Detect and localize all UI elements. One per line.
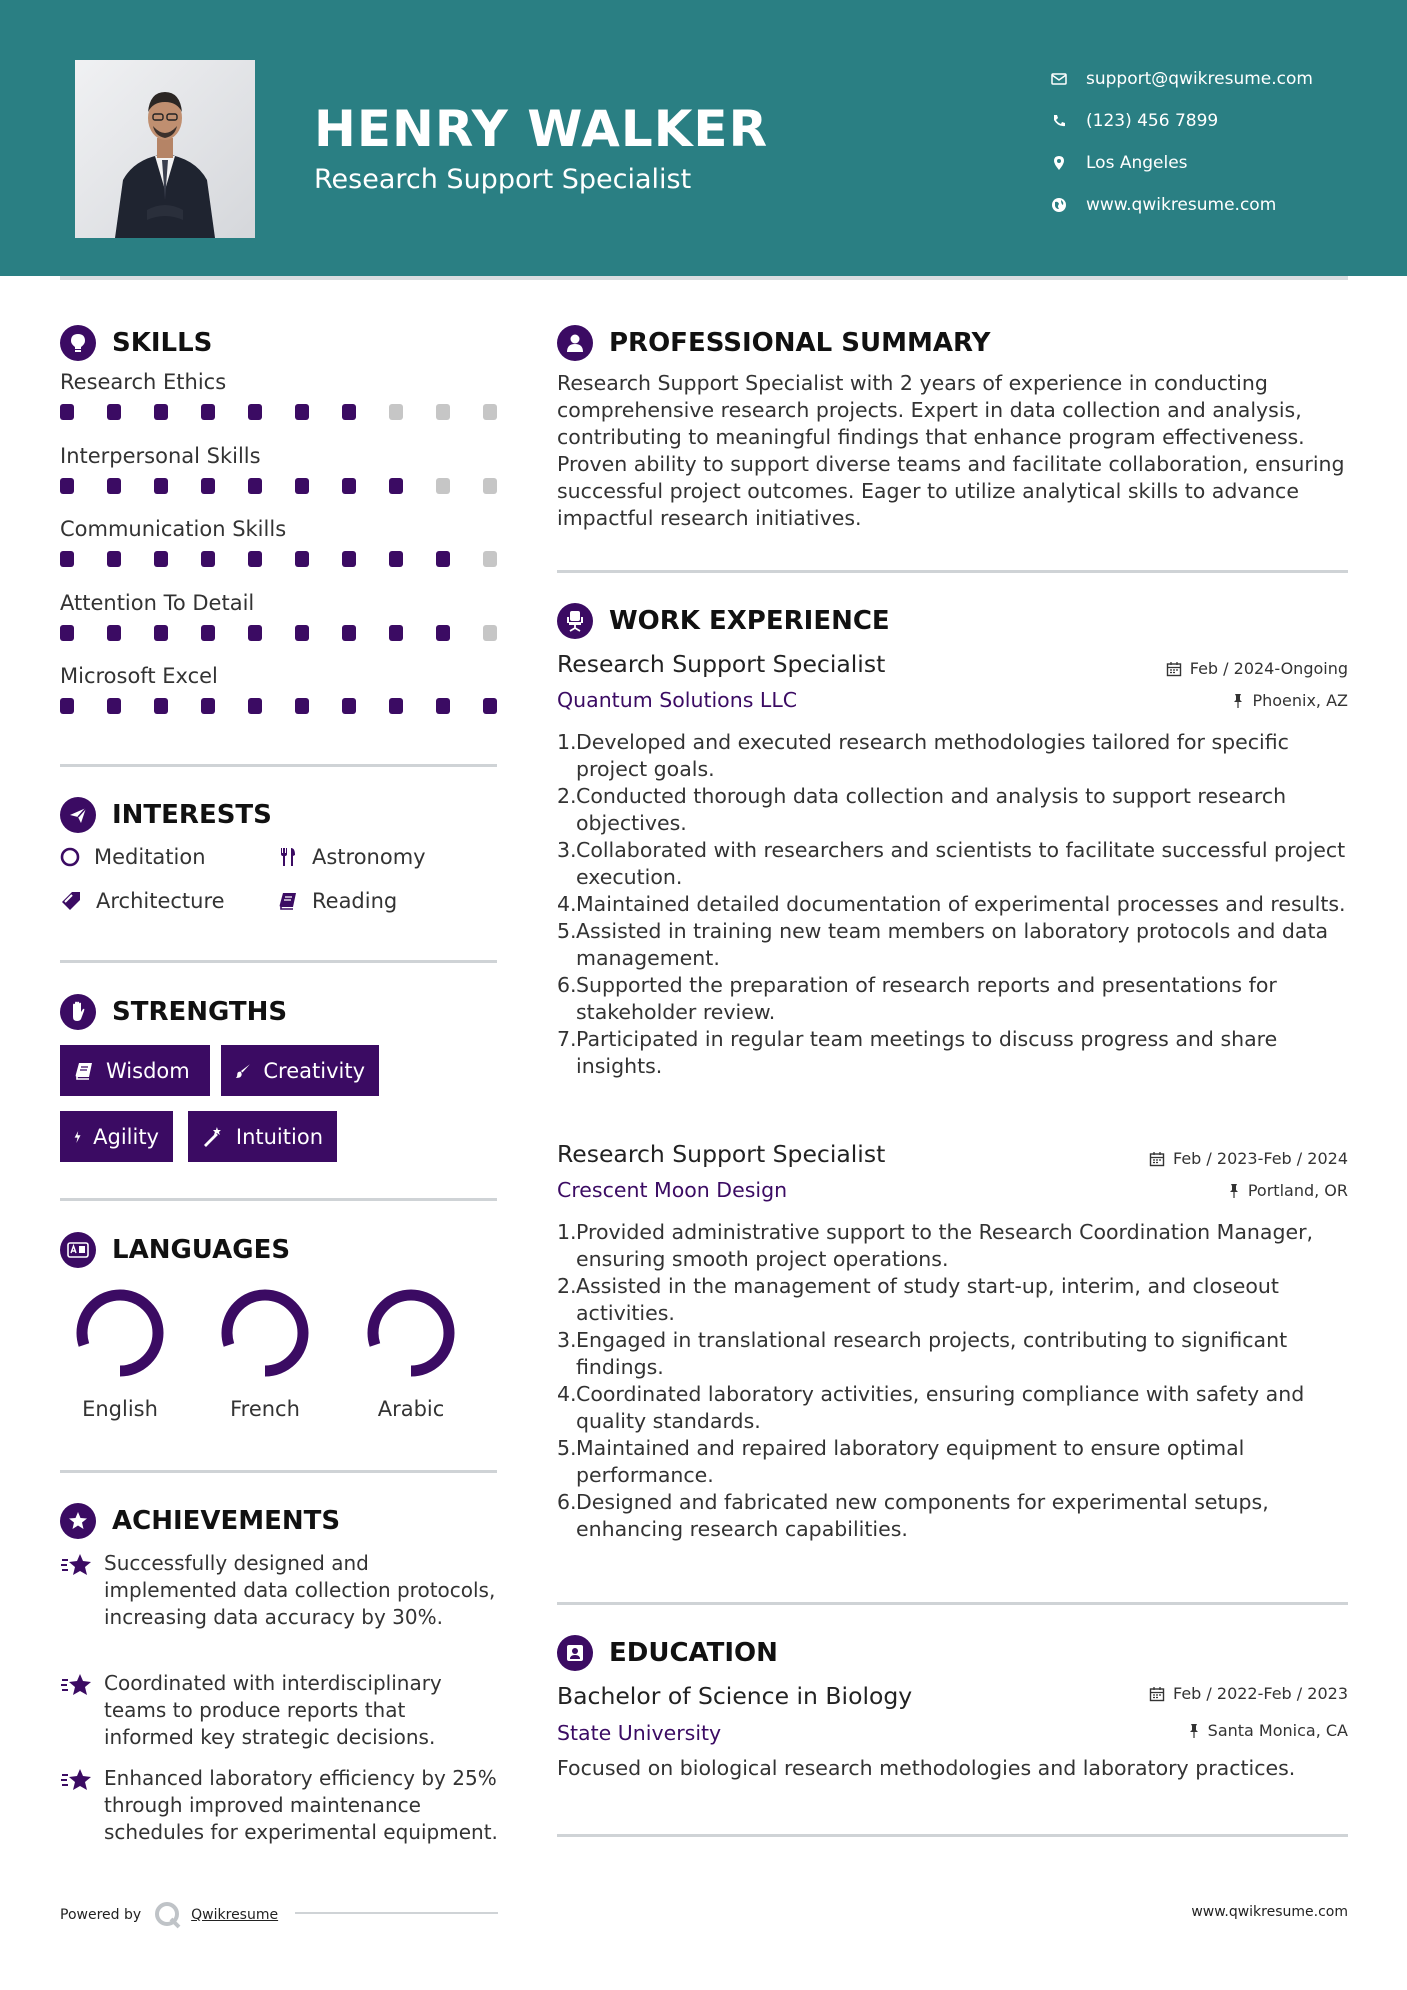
rating-dot-filled	[107, 478, 121, 494]
contact-list	[1050, 58, 1313, 226]
bullet-text: Collaborated with researchers and scientists to facilitate successful project execution.	[576, 838, 1346, 889]
skill-item	[60, 444, 500, 494]
section-divider	[557, 1602, 1348, 1605]
graduation-icon	[557, 1635, 593, 1671]
rating-dot-filled	[483, 698, 497, 714]
qwikresume-logo-icon	[153, 1900, 183, 1930]
education-school: State University	[557, 1721, 722, 1745]
rating-dot-filled	[107, 551, 121, 567]
skill-rating	[60, 698, 497, 714]
rating-dot-filled	[201, 551, 215, 567]
pushpin-icon	[1232, 693, 1244, 709]
education-date: Feb / 2022-Feb / 2023	[1149, 1684, 1348, 1703]
achievement-item: Successfully designed and implemented data collection protocols, increasing data accuracy by 30%.	[60, 1550, 500, 1631]
star-icon	[60, 1672, 94, 1698]
bullet-number: 1.	[557, 730, 577, 754]
bullet-text: Maintained detailed documentation of experimental processes and results.	[576, 892, 1346, 916]
map-pin-icon	[1050, 154, 1068, 172]
experience-heading: WORK EXPERIENCE	[557, 603, 890, 639]
user-icon	[557, 325, 593, 361]
skill-name: Interpersonal Skills	[60, 443, 261, 468]
calendar-icon	[1149, 1686, 1165, 1702]
bullet-number: 3.	[557, 838, 577, 862]
rating-dot-filled	[107, 698, 121, 714]
job-title: Research Support Specialist	[557, 1140, 886, 1168]
job-company: Quantum Solutions LLC	[557, 688, 798, 712]
powered-by: Powered by Qwikresume	[60, 1900, 278, 1930]
bullet-text: Conducted thorough data collection and analysis to support research objectives.	[576, 784, 1287, 835]
education-location: Santa Monica, CA	[1188, 1721, 1348, 1740]
job-bullets	[557, 729, 1347, 1080]
interest-meditation: Meditation	[60, 845, 206, 869]
bullet-number: 1.	[557, 1220, 577, 1244]
magic-wand-icon	[202, 1126, 224, 1148]
interest-architecture: Architecture	[60, 889, 225, 913]
paper-plane-icon	[60, 797, 96, 833]
pushpin-icon	[1188, 1723, 1200, 1739]
summary-heading: PROFESSIONAL SUMMARY	[557, 325, 990, 361]
language-name: French	[230, 1397, 300, 1421]
interest-astronomy: Astronomy	[278, 845, 426, 869]
rating-dot-filled	[154, 551, 168, 567]
calendar-icon	[1149, 1151, 1165, 1167]
bullet-number: 3.	[557, 1328, 577, 1352]
education-degree: Bachelor of Science in Biology	[557, 1682, 913, 1710]
rating-dot-filled	[389, 625, 403, 641]
rating-dot-filled	[295, 478, 309, 494]
header-divider	[60, 276, 1348, 280]
rating-dot-filled	[154, 478, 168, 494]
rating-dot-empty	[389, 404, 403, 420]
bullet-number: 2.	[557, 1274, 577, 1298]
job-bullet	[557, 1273, 1347, 1327]
job-bullet	[557, 1435, 1347, 1489]
bullet-text: Maintained and repaired laboratory equipment to ensure optimal performance.	[576, 1436, 1245, 1487]
interests-heading: INTERESTS	[60, 797, 272, 833]
rating-dot-filled	[60, 404, 74, 420]
rating-dot-filled	[342, 698, 356, 714]
rating-dot-filled	[107, 404, 121, 420]
rating-dot-filled	[201, 698, 215, 714]
job-title: Research Support Specialist	[557, 650, 886, 678]
bullet-number: 5.	[557, 919, 577, 943]
phone-icon	[1050, 112, 1068, 130]
bullet-number: 7.	[557, 1027, 577, 1051]
globe-icon	[1050, 196, 1068, 214]
rating-dot-filled	[107, 625, 121, 641]
job-bullet	[557, 1026, 1347, 1080]
rating-dot-filled	[201, 404, 215, 420]
rating-dot-filled	[248, 551, 262, 567]
rating-dot-filled	[342, 478, 356, 494]
rating-dot-filled	[295, 698, 309, 714]
job-bullet	[557, 1489, 1347, 1543]
rating-dot-filled	[154, 404, 168, 420]
achievement-item: Enhanced laboratory efficiency by 25% through improved maintenance schedules for experimental equipment.	[60, 1765, 500, 1846]
skill-name: Attention To Detail	[60, 590, 255, 615]
job-bullet	[557, 1219, 1347, 1273]
job-location: Portland, OR	[1228, 1181, 1348, 1200]
rating-dot-filled	[436, 625, 450, 641]
star-badge-icon	[60, 1503, 96, 1539]
rating-dot-filled	[436, 551, 450, 567]
pushpin-icon	[1228, 1183, 1240, 1199]
rating-dot-filled	[248, 478, 262, 494]
language-level-ring	[72, 1285, 168, 1381]
rating-dot-filled	[295, 404, 309, 420]
brush-icon	[235, 1061, 251, 1081]
bullet-number: 4.	[557, 892, 577, 916]
skill-rating	[60, 404, 497, 420]
bullet-text: Participated in regular team meetings to discuss progress and share insights.	[576, 1027, 1278, 1078]
star-icon	[60, 1767, 94, 1793]
bullet-number: 2.	[557, 784, 577, 808]
star-icon	[60, 1552, 94, 1578]
hand-icon	[60, 994, 96, 1030]
strength-agility: Agility	[60, 1111, 173, 1162]
section-divider	[60, 960, 497, 963]
rating-dot-filled	[436, 698, 450, 714]
rating-dot-filled	[389, 478, 403, 494]
rating-dot-empty	[483, 404, 497, 420]
job-company: Crescent Moon Design	[557, 1178, 788, 1202]
job-bullet	[557, 1327, 1347, 1381]
calendar-icon	[1166, 661, 1182, 677]
skill-item	[60, 664, 500, 714]
contact-location	[1050, 142, 1313, 184]
contact-phone-text: (123) 456 7899	[1086, 111, 1219, 131]
bullet-text: Supported the preparation of research reports and presentations for stakeholder review.	[576, 973, 1277, 1024]
language-name: Arabic	[377, 1397, 445, 1421]
job-bullet	[557, 891, 1347, 918]
strength-wisdom: Wisdom	[60, 1045, 210, 1096]
job-bullet	[557, 1381, 1347, 1435]
rating-dot-filled	[389, 551, 403, 567]
rating-dot-filled	[201, 478, 215, 494]
job-bullets	[557, 1219, 1347, 1543]
rating-dot-filled	[60, 625, 74, 641]
candidate-title: Research Support Specialist	[314, 164, 692, 195]
achievements-heading: ACHIEVEMENTS	[60, 1503, 340, 1539]
bullet-text: Provided administrative support to the Research Coordination Manager, ensuring smooth project operations.	[576, 1220, 1314, 1271]
section-divider	[557, 570, 1348, 573]
rating-dot-filled	[154, 625, 168, 641]
book-icon	[278, 891, 298, 911]
language-item	[60, 1285, 180, 1421]
profile-photo	[75, 60, 255, 238]
rating-dot-filled	[295, 625, 309, 641]
rating-dot-filled	[248, 625, 262, 641]
rating-dot-empty	[483, 551, 497, 567]
skill-rating	[60, 625, 497, 641]
rating-dot-filled	[248, 404, 262, 420]
bullet-text: Engaged in translational research projects, contributing to significant findings.	[576, 1328, 1288, 1379]
skill-item	[60, 591, 500, 641]
contact-website-text: www.qwikresume.com	[1086, 195, 1277, 215]
bullet-number: 5.	[557, 1436, 577, 1460]
contact-location-text: Los Angeles	[1086, 153, 1188, 173]
section-divider	[60, 764, 497, 767]
language-level-arc	[373, 1295, 449, 1371]
skill-item	[60, 517, 500, 567]
tag-icon	[60, 890, 82, 912]
job-bullet	[557, 837, 1347, 891]
rating-dot-filled	[60, 478, 74, 494]
language-name: English	[82, 1397, 158, 1421]
skill-name: Research Ethics	[60, 370, 227, 394]
strength-intuition: Intuition	[188, 1111, 337, 1162]
language-level-ring	[363, 1285, 459, 1381]
language-icon	[60, 1232, 96, 1268]
skill-item	[60, 370, 500, 420]
candidate-name: HENRY WALKER	[314, 100, 769, 158]
bullet-number: 6.	[557, 973, 577, 997]
language-item	[205, 1285, 325, 1421]
language-level-arc	[227, 1295, 303, 1371]
contact-phone[interactable]	[1050, 100, 1313, 142]
rating-dot-filled	[342, 625, 356, 641]
book-icon	[74, 1061, 94, 1081]
language-level-arc	[82, 1295, 158, 1371]
rating-dot-empty	[483, 478, 497, 494]
rating-dot-empty	[436, 478, 450, 494]
lightbulb-icon	[60, 325, 96, 361]
job-location: Phoenix, AZ	[1232, 691, 1348, 710]
brand-link[interactable]: Qwikresume	[191, 1907, 279, 1923]
bullet-number: 4.	[557, 1382, 577, 1406]
skill-rating	[60, 551, 497, 567]
rating-dot-empty	[436, 404, 450, 420]
strengths-heading: STRENGTHS	[60, 994, 287, 1030]
rating-dot-filled	[342, 551, 356, 567]
footer-website[interactable]: www.qwikresume.com	[1191, 1904, 1348, 1920]
skills-heading: SKILLS	[60, 325, 212, 361]
education-description: Focused on biological research methodologies and laboratory practices.	[557, 1756, 1296, 1780]
bullet-text: Developed and executed research methodologies tailored for specific project goals.	[576, 730, 1289, 781]
rating-dot-filled	[248, 698, 262, 714]
chair-icon	[557, 603, 593, 639]
bullet-text: Assisted in the management of study start-up, interim, and closeout activities.	[576, 1274, 1279, 1325]
rating-dot-filled	[295, 551, 309, 567]
bullet-text: Assisted in training new team members on laboratory protocols and data management.	[576, 919, 1329, 970]
footer-divider	[295, 1912, 498, 1914]
bullet-text: Designed and fabricated new components for experimental setups, enhancing research capabilities.	[576, 1490, 1269, 1541]
bullet-number: 6.	[557, 1490, 577, 1514]
languages-heading: LANGUAGES	[60, 1232, 290, 1268]
language-level-ring	[217, 1285, 313, 1381]
contact-email[interactable]	[1050, 58, 1313, 100]
section-divider	[60, 1470, 497, 1473]
job-bullet	[557, 783, 1347, 837]
circle-icon	[60, 847, 80, 867]
contact-email-text: support@qwikresume.com	[1086, 69, 1313, 89]
strength-creativity: Creativity	[221, 1045, 379, 1096]
interest-reading: Reading	[278, 889, 397, 913]
skill-name: Microsoft Excel	[60, 664, 218, 688]
section-divider	[60, 1198, 497, 1201]
rating-dot-filled	[154, 698, 168, 714]
job-date: Feb / 2024-Ongoing	[1166, 659, 1348, 678]
rating-dot-filled	[342, 404, 356, 420]
rating-dot-filled	[201, 625, 215, 641]
achievement-item: Coordinated with interdisciplinary teams to produce reports that informed key strategic decisions.	[60, 1670, 500, 1751]
summary-text: Research Support Specialist with 2 years of experience in conducting comprehensive research projects. Expert in data collection and analysis, contributing to meaningful findings that enhance program effectiveness. Proven ability to support diverse teams and facilitate collaboration, ensuring successful project outcomes. Eager to utilize analytical skills to advance impactful research initiatives.	[557, 371, 1345, 530]
job-bullet	[557, 972, 1347, 1026]
section-divider	[557, 1834, 1348, 1837]
utensils-icon	[278, 846, 298, 868]
envelope-icon	[1050, 70, 1068, 88]
education-heading: EDUCATION	[557, 1635, 778, 1671]
bullet-text: Coordinated laboratory activities, ensuring compliance with safety and quality standards.	[576, 1382, 1305, 1433]
rating-dot-empty	[483, 625, 497, 641]
rating-dot-filled	[389, 698, 403, 714]
rating-dot-filled	[60, 551, 74, 567]
job-date: Feb / 2023-Feb / 2024	[1149, 1149, 1348, 1168]
job-bullet	[557, 918, 1347, 972]
rating-dot-filled	[60, 698, 74, 714]
contact-website[interactable]	[1050, 184, 1313, 226]
job-bullet	[557, 729, 1347, 783]
skill-name: Communication Skills	[60, 517, 287, 541]
language-item	[351, 1285, 471, 1421]
bolt-icon	[74, 1126, 81, 1148]
skill-rating	[60, 478, 497, 494]
